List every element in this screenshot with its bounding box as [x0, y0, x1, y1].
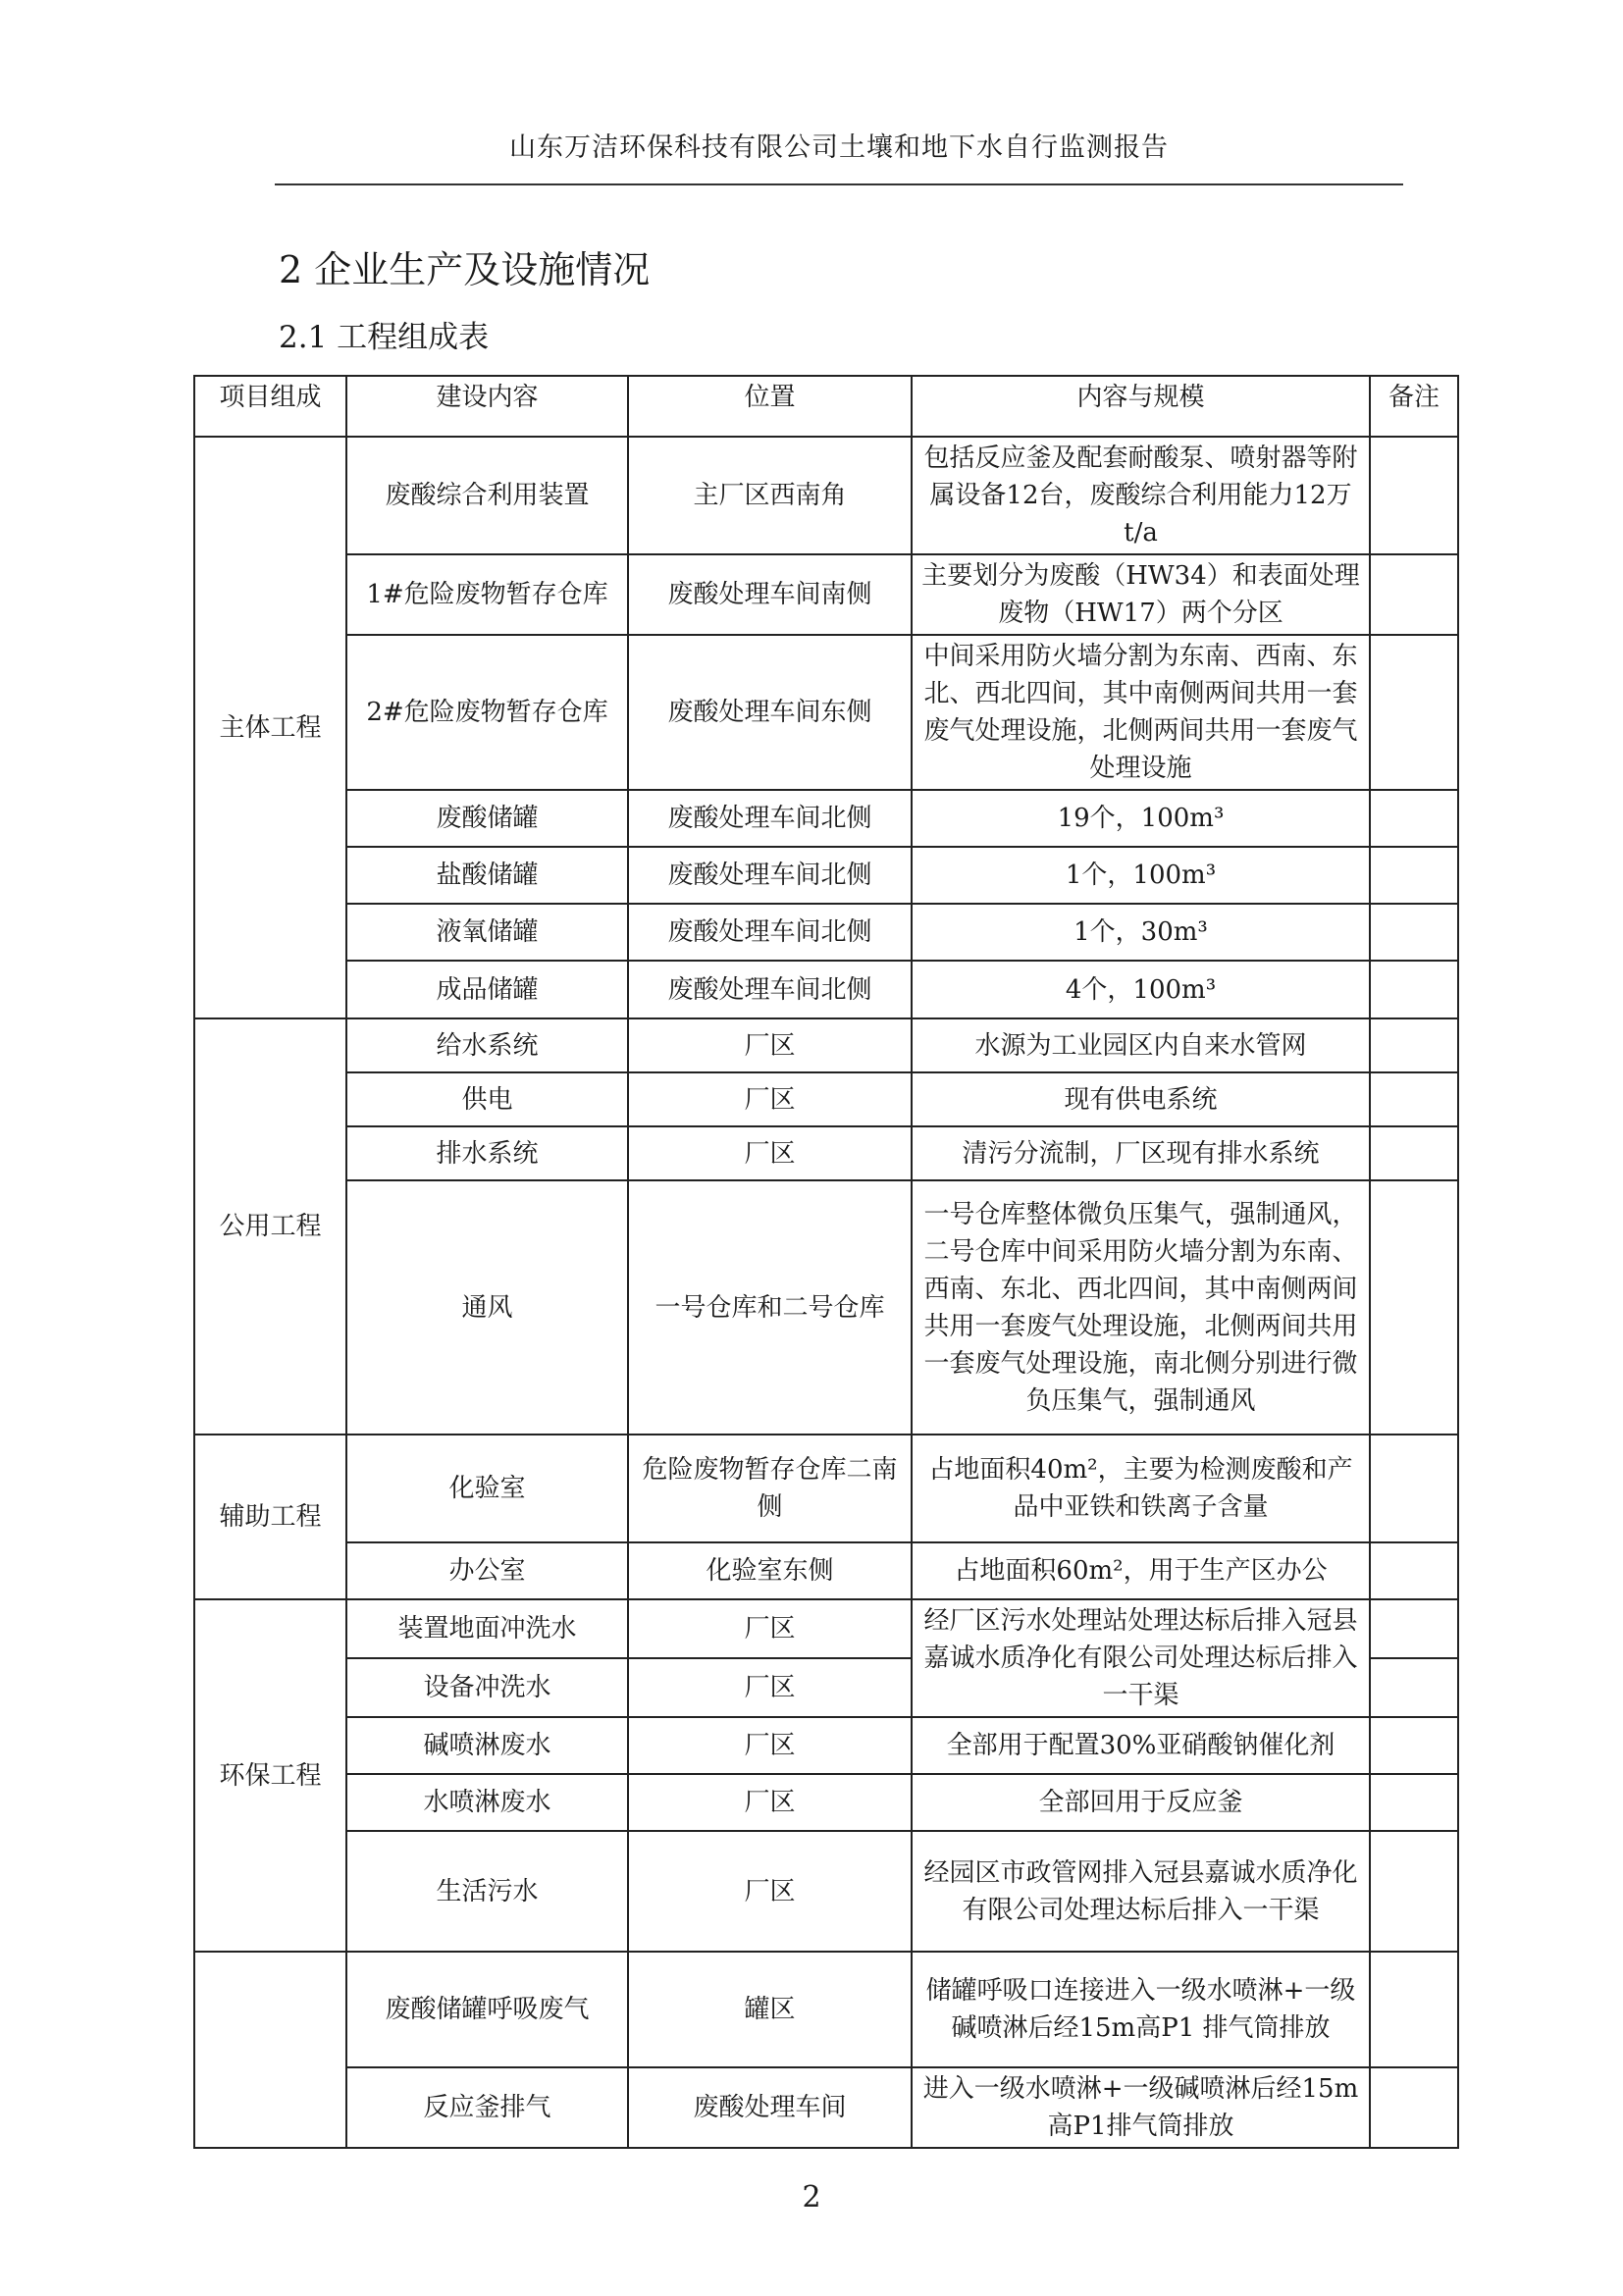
- location-cell: 主厂区西南角: [628, 437, 912, 554]
- table-row: [194, 1435, 1458, 1542]
- location-cell: 厂区: [628, 1126, 912, 1180]
- spec-cell: 经园区市政管网排入冠县嘉诚水质净化有限公司处理达标后排入一干渠: [912, 1831, 1370, 1952]
- location-cell: 废酸处理车间北侧: [628, 904, 912, 961]
- location-cell: 废酸处理车间南侧: [628, 554, 912, 635]
- spec-cell: 全部用于配置30%亚硝酸钠催化剂: [912, 1717, 1370, 1774]
- group-name-cell: [194, 1952, 346, 2148]
- location-cell: 厂区: [628, 1658, 912, 1717]
- table-row: [194, 2067, 1458, 2148]
- note-cell: [1370, 1831, 1458, 1952]
- note-cell: [1370, 2067, 1458, 2148]
- item-cell: 排水系统: [346, 1126, 628, 1180]
- table-row: [194, 847, 1458, 904]
- location-cell: 厂区: [628, 1774, 912, 1831]
- note-cell: [1370, 1952, 1458, 2067]
- spec-cell: 包括反应釜及配套耐酸泵、喷射器等附属设备12台，废酸综合利用能力12万t/a: [912, 437, 1370, 554]
- item-cell: 废酸综合利用装置: [346, 437, 628, 554]
- table-row: [194, 1831, 1458, 1952]
- table-row: [194, 1952, 1458, 2067]
- item-cell: 装置地面冲洗水: [346, 1599, 628, 1658]
- group-name-cell: 辅助工程: [194, 1435, 346, 1599]
- item-cell: 成品储罐: [346, 961, 628, 1018]
- header-rule: [275, 183, 1403, 185]
- location-cell: 废酸处理车间北侧: [628, 847, 912, 904]
- page-number: 2: [802, 2180, 821, 2215]
- table-row: [194, 961, 1458, 1018]
- location-cell: 厂区: [628, 1599, 912, 1658]
- table-row: [194, 437, 1458, 554]
- item-cell: 设备冲洗水: [346, 1658, 628, 1717]
- header-cell-group: 项目组成: [194, 376, 346, 437]
- note-cell: [1370, 1542, 1458, 1599]
- note-cell: [1370, 1435, 1458, 1542]
- spec-cell: 中间采用防火墙分割为东南、西南、东北、西北四间，其中南侧两间共用一套废气处理设施，北侧两间共用一套废气处理设施: [912, 635, 1370, 790]
- note-cell: [1370, 1126, 1458, 1180]
- table-row: [194, 635, 1458, 790]
- table-row: [194, 1774, 1458, 1831]
- location-cell: 化验室东侧: [628, 1542, 912, 1599]
- table-row: [194, 554, 1458, 635]
- spec-cell: 一号仓库整体微负压集气，强制通风，二号仓库中间采用防火墙分割为东南、西南、东北、西北四间，其中南侧两间共用一套废气处理设施，北侧两间共用一套废气处理设施，南北侧分别进行微负压集气，强制通风: [912, 1180, 1370, 1435]
- spec-cell: 经厂区污水处理站处理达标后排入冠县嘉诚水质净化有限公司处理达标后排入一干渠: [912, 1599, 1370, 1717]
- item-cell: 给水系统: [346, 1018, 628, 1072]
- spec-cell: 水源为工业园区内自来水管网: [912, 1018, 1370, 1072]
- note-cell: [1370, 1018, 1458, 1072]
- spec-cell: 占地面积60m²，用于生产区办公: [912, 1542, 1370, 1599]
- note-cell: [1370, 790, 1458, 847]
- location-cell: 废酸处理车间: [628, 2067, 912, 2148]
- spec-cell: 清污分流制，厂区现有排水系统: [912, 1126, 1370, 1180]
- note-cell: [1370, 1599, 1458, 1658]
- table-row: [194, 790, 1458, 847]
- location-cell: 厂区: [628, 1831, 912, 1952]
- section-title: 2 企业生产及设施情况: [279, 248, 651, 291]
- header-cell-note: 备注: [1370, 376, 1458, 437]
- item-cell: 废酸储罐: [346, 790, 628, 847]
- page-header: 山东万洁环保科技有限公司土壤和地下水自行监测报告: [509, 132, 1169, 163]
- item-cell: 水喷淋废水: [346, 1774, 628, 1831]
- header-cell-item: 建设内容: [346, 376, 628, 437]
- location-cell: 危险废物暂存仓库二南侧: [628, 1435, 912, 1542]
- location-cell: 废酸处理车间北侧: [628, 790, 912, 847]
- item-cell: 废酸储罐呼吸废气: [346, 1952, 628, 2067]
- spec-cell: 储罐呼吸口连接进入一级水喷淋+一级碱喷淋后经15m高P1 排气筒排放: [912, 1952, 1370, 2067]
- subsection-title: 2.1 工程组成表: [279, 320, 490, 355]
- table-row: [194, 1717, 1458, 1774]
- item-cell: 通风: [346, 1180, 628, 1435]
- table-header-row: [194, 376, 1458, 437]
- item-cell: 供电: [346, 1072, 628, 1126]
- spec-cell: 进入一级水喷淋+一级碱喷淋后经15m高P1排气筒排放: [912, 2067, 1370, 2148]
- note-cell: [1370, 1072, 1458, 1126]
- spec-cell: 1个，30m³: [912, 904, 1370, 961]
- spec-cell: 19个，100m³: [912, 790, 1370, 847]
- table-row: [194, 1126, 1458, 1180]
- note-cell: [1370, 904, 1458, 961]
- note-cell: [1370, 1774, 1458, 1831]
- note-cell: [1370, 1717, 1458, 1774]
- location-cell: 厂区: [628, 1717, 912, 1774]
- note-cell: [1370, 961, 1458, 1018]
- header-cell-spec: 内容与规模: [912, 376, 1370, 437]
- note-cell: [1370, 437, 1458, 554]
- table-row: [194, 1599, 1458, 1658]
- group-name-cell: 环保工程: [194, 1599, 346, 1952]
- note-cell: [1370, 847, 1458, 904]
- location-cell: 罐区: [628, 1952, 912, 2067]
- group-name-cell: 公用工程: [194, 1018, 346, 1435]
- item-cell: 液氧储罐: [346, 904, 628, 961]
- table-row: [194, 904, 1458, 961]
- location-cell: 厂区: [628, 1018, 912, 1072]
- location-cell: 废酸处理车间北侧: [628, 961, 912, 1018]
- item-cell: 碱喷淋废水: [346, 1717, 628, 1774]
- table-row: [194, 1072, 1458, 1126]
- table-row: [194, 1018, 1458, 1072]
- spec-cell: 现有供电系统: [912, 1072, 1370, 1126]
- header-cell-location: 位置: [628, 376, 912, 437]
- location-cell: 厂区: [628, 1072, 912, 1126]
- item-cell: 2#危险废物暂存仓库: [346, 635, 628, 790]
- item-cell: 生活污水: [346, 1831, 628, 1952]
- note-cell: [1370, 635, 1458, 790]
- note-cell: [1370, 1180, 1458, 1435]
- table-row: [194, 1180, 1458, 1435]
- engineering-composition-table: [193, 375, 1459, 2149]
- item-cell: 盐酸储罐: [346, 847, 628, 904]
- spec-cell: 4个，100m³: [912, 961, 1370, 1018]
- note-cell: [1370, 554, 1458, 635]
- spec-cell: 全部回用于反应釜: [912, 1774, 1370, 1831]
- location-cell: 废酸处理车间东侧: [628, 635, 912, 790]
- spec-cell: 主要划分为废酸（HW34）和表面处理废物（HW17）两个分区: [912, 554, 1370, 635]
- item-cell: 1#危险废物暂存仓库: [346, 554, 628, 635]
- note-cell: [1370, 1658, 1458, 1717]
- spec-cell: 1个，100m³: [912, 847, 1370, 904]
- spec-cell: 占地面积40m²，主要为检测废酸和产品中亚铁和铁离子含量: [912, 1435, 1370, 1542]
- table-row: [194, 1542, 1458, 1599]
- item-cell: 办公室: [346, 1542, 628, 1599]
- location-cell: 一号仓库和二号仓库: [628, 1180, 912, 1435]
- group-name-cell: 主体工程: [194, 437, 346, 1018]
- item-cell: 反应釜排气: [346, 2067, 628, 2148]
- item-cell: 化验室: [346, 1435, 628, 1542]
